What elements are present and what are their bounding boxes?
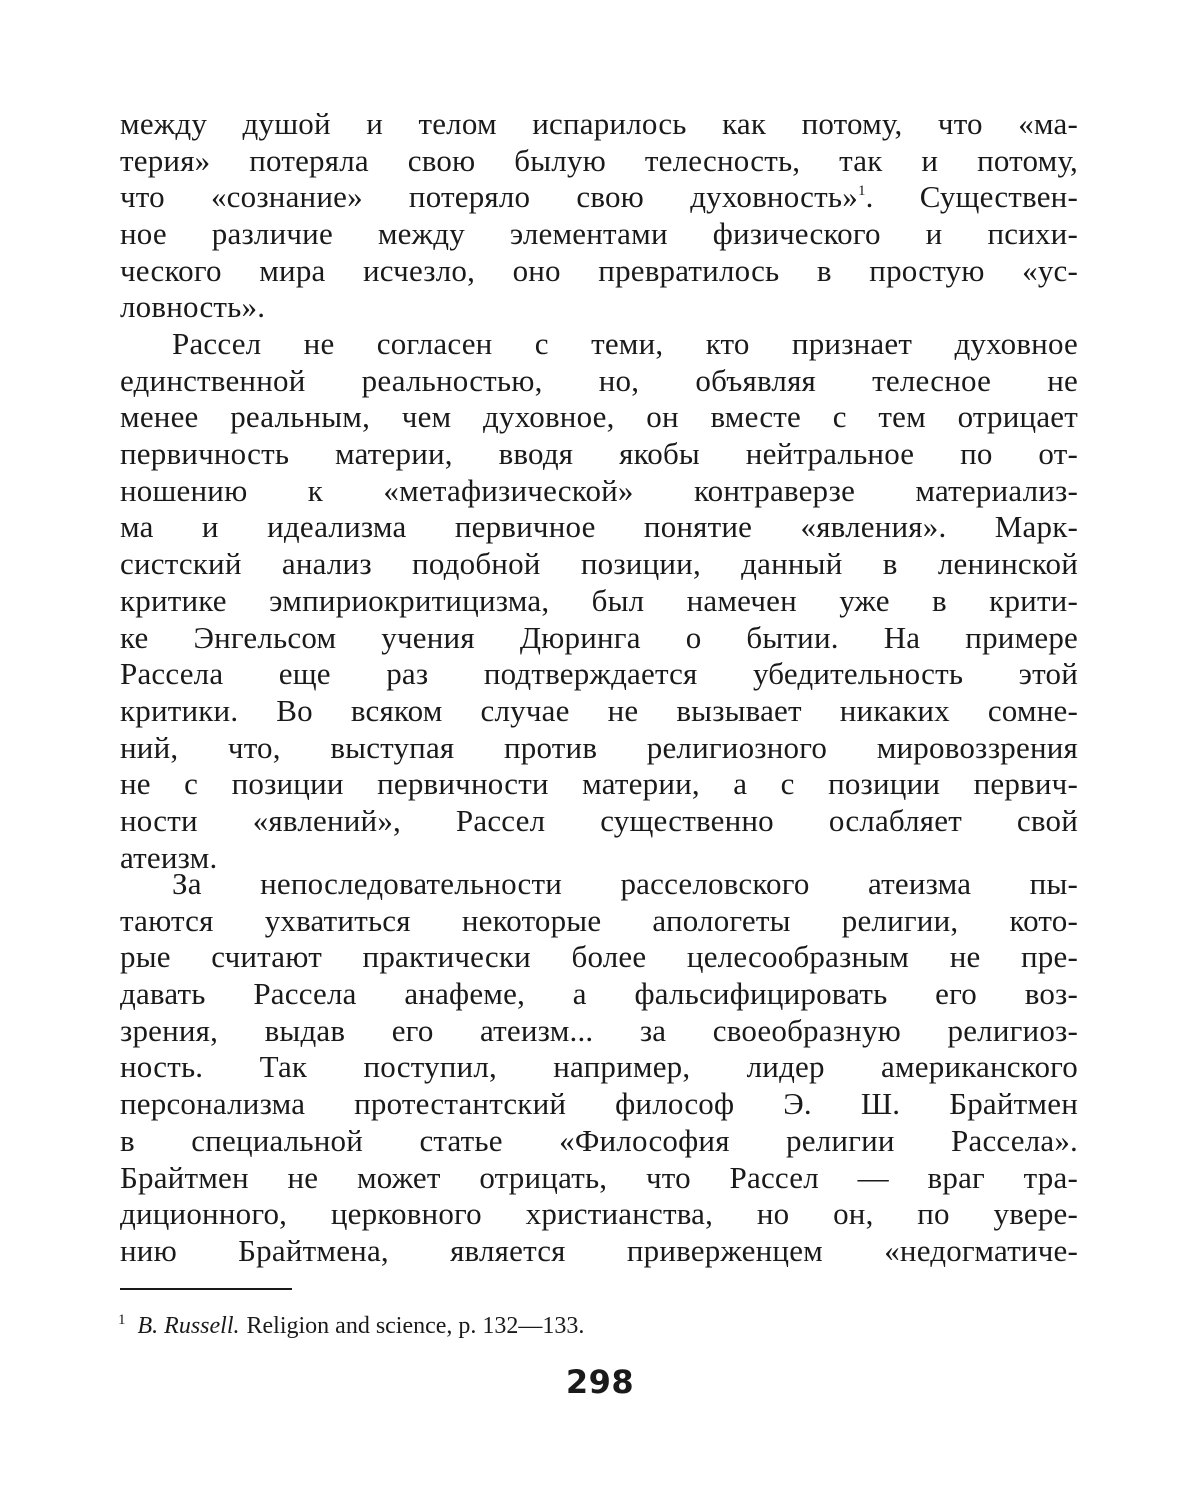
text-line: между душой и телом испарилось как потому, что «ма- <box>120 106 1078 141</box>
text-line: ний, что, выступая против религиозного мировоззрения <box>120 729 1078 765</box>
text-line: систский анализ подобной позиции, данный в ленинской <box>120 546 1078 582</box>
text-line: критике эмпириокритицизма, был намечен уже в крити- <box>120 582 1078 618</box>
text-line: атеизм. <box>120 839 218 875</box>
text-line <box>120 179 1078 216</box>
paragraph-1 <box>120 106 1078 326</box>
footnote <box>118 1305 584 1341</box>
text-line: первичность материи, вводя якобы нейтральное по от- <box>120 436 1078 472</box>
footnote-reference: 1 <box>857 183 866 200</box>
footnote-divider <box>120 1288 292 1290</box>
text-line: ческого мира исчезло, оно превратилось в простую «ус- <box>120 252 1078 288</box>
text-line: ловность». <box>120 289 266 325</box>
paragraph-2 <box>120 326 1078 876</box>
text-line: диционного, церковного христианства, но он, по увере- <box>120 1196 1078 1232</box>
text-line: терия» потеряла свою былую телесность, так и потому, <box>120 142 1078 178</box>
text-line: менее реальным, чем духовное, он вместе с тем отрицает <box>120 399 1078 435</box>
text-line: персонализма протестантский философ Э. Ш. Брайтмен <box>120 1086 1078 1122</box>
text-line: ности «явлений», Рассел существенно ослабляет свой <box>120 802 1078 838</box>
text-line: Рассел не согласен с теми, кто признает духовное <box>172 326 1078 361</box>
footnote-mark: 1 <box>118 1312 126 1328</box>
page-number: 298 <box>565 1363 635 1401</box>
text-line: не с позиции первичности материи, а с позиции первич- <box>120 766 1078 802</box>
text-line: критики. Во всяком случае не вызывает никаких сомне- <box>120 692 1078 728</box>
footnote-text: Religion and science, p. 132—133. <box>246 1313 585 1339</box>
text-line: нию Брайтмена, является приверженцем «недогматиче- <box>120 1232 1078 1268</box>
text-line: зрения, выдав его атеизм... за своеобразную религиоз- <box>120 1012 1078 1048</box>
text-line: Брайтмен не может отрицать, что Рассел — враг тра- <box>120 1159 1078 1195</box>
text-line: За непоследовательности расселовского атеизма пы- <box>172 866 1078 901</box>
paragraph-3 <box>120 866 1078 1270</box>
text-line: давать Рассела анафеме, а фальсифицировать его воз- <box>120 976 1078 1012</box>
text-line: единственной реальностью, но, объявляя телесное не <box>120 362 1078 398</box>
text-line: ное различие между элементами физического и психи- <box>120 216 1078 252</box>
text-line: ма и идеализма первичное понятие «явления». Марк- <box>120 509 1078 545</box>
footnote-author: B. Russell. <box>137 1313 240 1339</box>
text-line: ке Энгельсом учения Дюринга о бытии. На примере <box>120 619 1078 655</box>
text-line: рые считают практически более целесообразным не пре- <box>120 939 1078 975</box>
text-line: в специальной статье «Философия религии Рассела». <box>120 1122 1078 1158</box>
text-line: ность. Так поступил, например, лидер американского <box>120 1049 1078 1085</box>
text-line: таются ухватиться некоторые апологеты религии, кото- <box>120 902 1078 938</box>
text-line: Рассела еще раз подтверждается убедительность этой <box>120 656 1078 692</box>
text-line-head: что «сознание» потеряло свою духовность» <box>120 179 858 215</box>
text-line: ношению к «метафизической» контраверзе материализ- <box>120 472 1078 508</box>
text-line-tail: . Существен- <box>865 179 1078 215</box>
